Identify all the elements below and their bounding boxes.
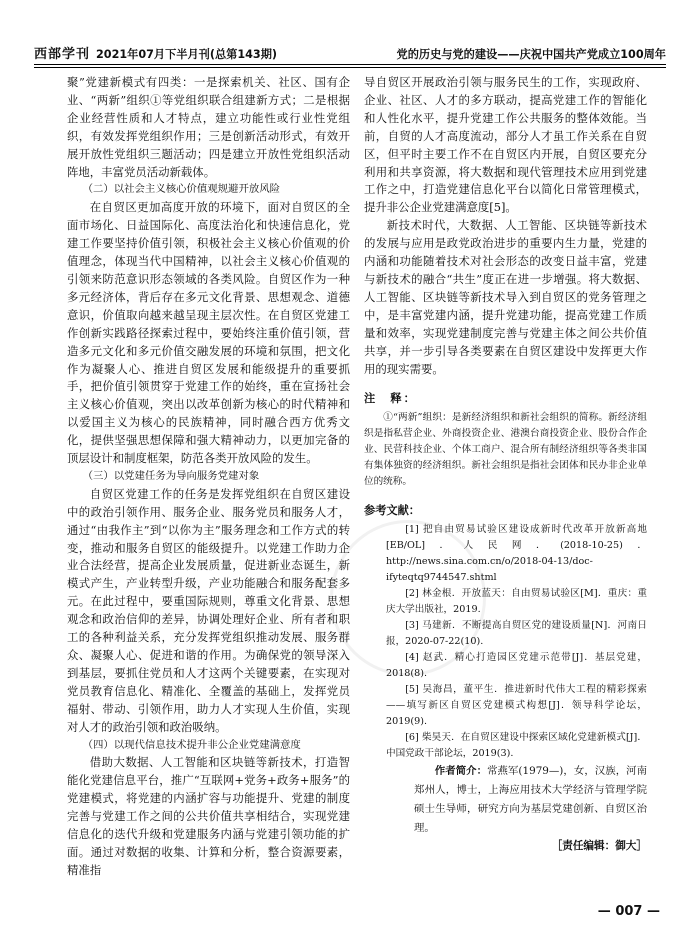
- running-header: [34, 40, 666, 62]
- section-subheading: （三）以党建任务为导向服务党建对象: [82, 469, 260, 482]
- body-paragraph: 新技术时代，大数据、人工智能、区块链等新技术的发展与应用是政党政治进步的重要内生力量，党建的内涵和功能随着技术对社会形态的改变日益丰富，党建与新技术的融合“共生”度正在进一步增强。将大数据、人工智能、区块链等新技术导入到自贸区的党务管理之中，是丰富党建内涵，提升党建功能，提高党建工作质量和效率，实现党建制度完善与党建主体之间公共价值共享，并一步引导各类要素在自贸区建设中发挥更大作用的现实需要。: [364, 218, 647, 376]
- author-text: 常燕军(1979—)，女，汉族，河南郑州人，博士，上海应用技术大学经济与管理学院硕士生导师，研究方向为基层党建创新、自贸区治理。: [414, 765, 647, 835]
- body-paragraph: 导自贸区开展政治引领与服务民生的工作，实现政府、企业、社区、人才的多方联动，提高党建工作的智能化和人性化水平，提升党建工作公共服务的整体效能。当前，自贸的人才高度流动，部分人才虽工作关系在自贸区，但平时主要工作不在自贸区内开展，自贸区要充分利用和共享资源，将大数据和现代管理技术应用到党建工作之中，打造党建信息化平台以简化日常管理模式，提升非公企业党建满意度[5]。: [364, 75, 647, 215]
- journal-name: 西部学刊: [34, 47, 91, 62]
- left-column: [67, 74, 350, 880]
- reference-item-1: [1] 把自由贸易试验区建设成新时代改革开放新高地[EB/OL]．人民网．(2018-10-25)．http://news.sina.com.cn/o/2018-04-13/doc-ifyteqtq9744547.shtml: [386, 524, 647, 584]
- section-title: 党的历史与党的建设——庆祝中国共产党成立100周年: [396, 48, 666, 61]
- note-item: ①“两新”组织：是新经济组织和新社会组织的简称。新经济组织是指私营企业、外商投资企业、港澳台商投资企业、股份合作企业、民营科技企业、个体工商户、混合所有制经济组织等各类非国有集体独资的经济组织。新社会组织是指社会团体和民办非企业单位的统称。: [364, 412, 647, 488]
- body-paragraph: 聚”党建新模式有四类：一是探索机关、社区、国有企业、“两新”组织①等党组织联合组建新方式；二是根据企业经营性质和人才特点，建立功能性或行业性党组织，有效发挥党组织作用；三是创新活动形式，有效开展开放性党组织三题活动；四是建立开放性党组织活动阵地，丰富党员活动新载体。: [67, 75, 350, 179]
- body-paragraph: 自贸区党建工作的任务是发挥党组织在自贸区建设中的政治引领作用、服务企业、服务党员和服务人才，通过“由我作主”到“以你为主”服务理念和工作方式的转变，推动和服务自贸区的能级提升。以党建工作助力企业合法经营，提高企业发展质量，促进新业态诞生，新模式产生，产业转型升级，产业功能融合和服务配套多元。在此过程中，要重国际规则，尊重文化背景、思想观念和政治信仰的差异，协调处理好企业、所有者和职工的各种利益关系，充分发挥党组织推动发展、服务群众、凝聚人心、促进和谐的作用。为确保党的领导深入到基层，要抓住党员和人才这两个关键要素，在实现对党员教育信息化、精准化、全覆盖的基础上，发挥党员福射、带动、引领作用，助力人才实现人生价值，实现对人才的政治引领和政治吸纳。: [67, 486, 350, 734]
- section-subheading: （四）以现代信息技术提升非公企业党建满意度: [82, 738, 301, 751]
- section-subheading: （二）以社会主义核心价值观规避开放风险: [82, 183, 281, 196]
- issue-info: 2021年07月下半月刊(总第143期): [96, 48, 277, 61]
- reference-item-2: [2] 林金根．开放蓝天：自由贸易试验区[M]．重庆：重庆大学出版社，2019.: [386, 588, 647, 616]
- author-label: 作者简介：: [434, 765, 488, 778]
- page-number: — 007 —: [597, 904, 660, 919]
- right-column: [364, 74, 647, 856]
- reference-item-3: [3] 马建新．不断提高自贸区党的建设质量[N]．河南日报，2020-07-22(10).: [386, 620, 647, 648]
- notes-title: 注 释：: [364, 392, 417, 406]
- header-rule-thick: [34, 64, 666, 65]
- responsible-editor: ［责任编辑：御大］: [551, 840, 647, 853]
- header-left: [34, 43, 277, 62]
- reference-item-4: [4] 赵武．精心打造园区党建示范带[J]．基层党建，2018(8).: [386, 652, 647, 680]
- header-rule-thin: [34, 67, 666, 68]
- body-paragraph: 借助大数据、人工智能和区块链等新技术，打造智能化党建信息平台，推广“互联网+党务+政务+服务”的党建模式，将党建的内涵扩容与功能提升、党建的制度完善与党建工作之间的公共价值共享相结合，实现党建信息化的迭代升级和党建服务内涵与党建引领功能的扩面。通过对数据的收集、计算和分析，整合资源要素，精准指: [67, 755, 350, 877]
- right-body: [364, 74, 647, 378]
- reference-item-6: [6] 柴昊天．在自贸区建设中探索区域化党建新模式[J]．中国党政干部论坛，2019(3).: [386, 732, 647, 760]
- references-title: 参考文献：: [364, 504, 420, 518]
- author-bio: [364, 762, 647, 838]
- reference-item-5: [5] 吴海昌，董平生．推进新时代伟大工程的精彩探索——填写新区自贸区党建模式构想[J]．领导科学论坛，2019(9).: [386, 684, 647, 728]
- body-paragraph: 在自贸区更加高度开放的环境下，面对自贸区的全面市场化、日益国际化、高度法治化和快速信息化，党建工作要坚持价值引领，积极社会主义核心价值观的价值理念，体现当代中国精神，以社会主义核心价值观的引领来防范意识形态领域的各类风险。自贸区作为一种多元经济体，背后存在多元文化背景、思想观念、道德意识，价值取向越来越呈现主层次性。在自贸区党建工作创新实践路径探索过程中，要始终注重价值引领，营造多元文化和多元价值交融发展的环境和氛围，把文化作为凝聚人心、推进自贸区发展和能级提升的重要抓手，把价值引领贯穿于党建工作的始终，重在宣扬社会主义核心价值观，突出以改革创新为核心的时代精神和以爱国主义为核心的民族精神，同时融合西方优秀文化，提供坚强思想保障和强大精神动力，以更加完备的顶层设计和制度框架，防范各类开放风险的发生。: [67, 200, 350, 466]
